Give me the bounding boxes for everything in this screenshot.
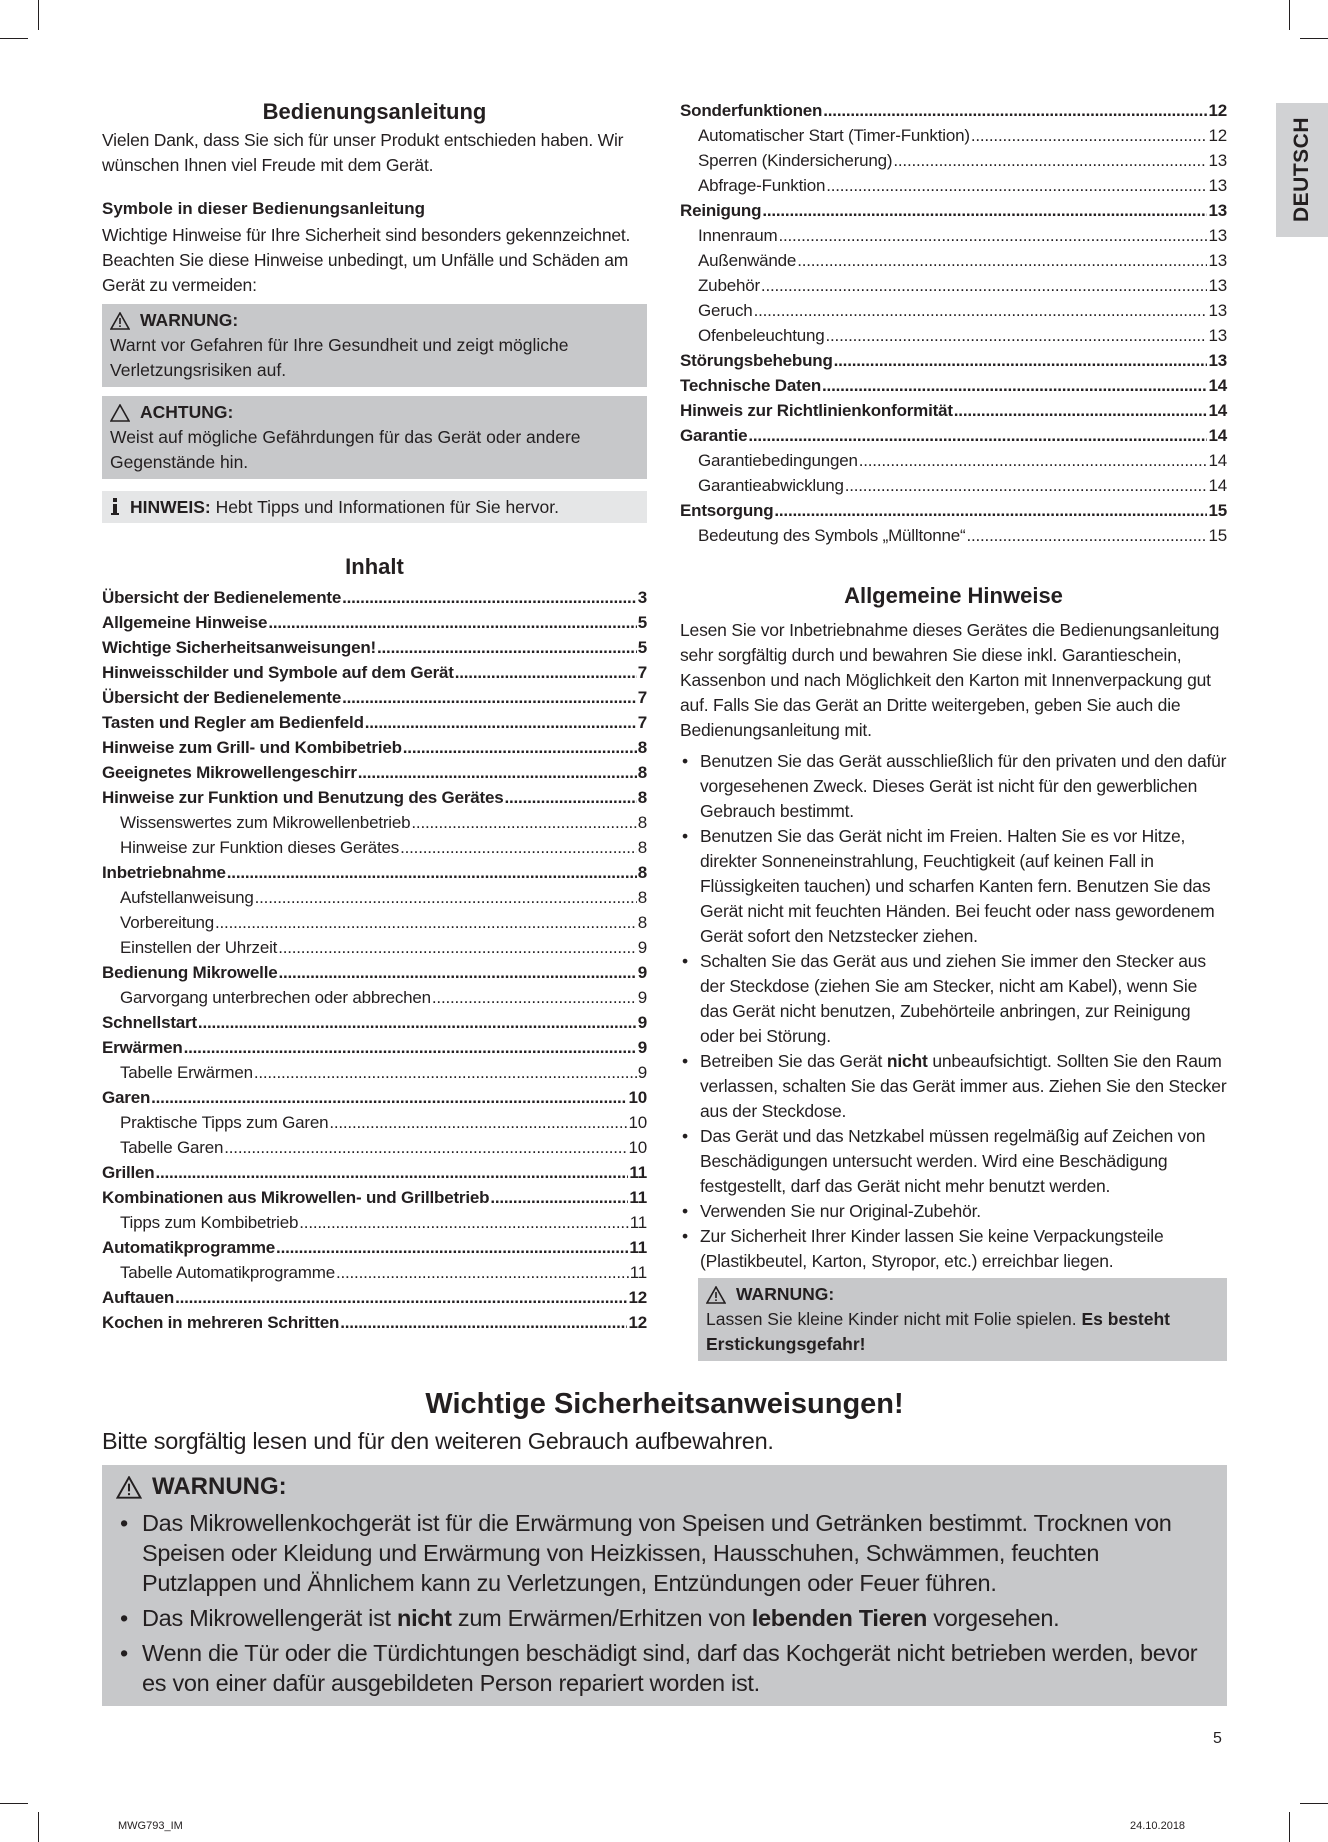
general-notes-list (680, 749, 1227, 1274)
toc-entry-label: Erwärmen (102, 1038, 183, 1057)
toc-leader-dots (411, 810, 636, 835)
toc-leader-dots (490, 1185, 628, 1210)
toc-leader-dots (774, 498, 1207, 523)
list-item (680, 1124, 1227, 1199)
list-item (116, 1638, 1215, 1698)
toc-entry-page: 14 (1208, 376, 1227, 395)
toc-entry (680, 523, 1227, 548)
toc-entry (680, 248, 1227, 273)
crop-mark (1300, 1803, 1328, 1804)
toc-entry-label: Hinweise zum Grill- und Kombibetrieb (102, 738, 402, 757)
list-item-text: Benutzen Sie das Gerät nicht im Freien. Halten Sie es vor Hitze, direkter Sonneneinstrahlung, Feuchtigkeit (auf keinen Fall in Flüssigkeiten tauchen) und scharfen Kanten fern. Benutzen Sie das Gerät nicht mit feuchten Händen. Bei feucht oder nass gewordenem Gerät sofort den Netzstecker ziehen. (700, 826, 1215, 946)
list-item (680, 1199, 1227, 1224)
toc-entry (102, 1260, 647, 1285)
toc-leader-dots (342, 685, 637, 710)
toc-entry-page: 3 (637, 588, 647, 607)
toc-entry (102, 760, 647, 785)
toc-entry-label: Übersicht der Bedienelemente (102, 588, 342, 607)
toc-entry-page: 9 (637, 1013, 647, 1032)
toc-leader-dots (826, 323, 1208, 348)
toc-entry-page: 10 (628, 1138, 647, 1157)
toc-leader-dots (255, 885, 637, 910)
toc-entry-page: 15 (1208, 526, 1227, 545)
list-item-text: vorgesehen. (927, 1605, 1060, 1631)
language-tab (1276, 103, 1328, 237)
toc-entry-label: Grillen (102, 1163, 155, 1182)
toc-entry-label: Garantie (680, 426, 748, 445)
list-item (116, 1603, 1215, 1633)
crop-mark (38, 1812, 39, 1842)
toc-entry (680, 273, 1227, 298)
caution-triangle-icon (110, 404, 130, 422)
crop-mark (0, 1803, 28, 1804)
list-item-text: Das Mikrowellengerät ist (142, 1605, 398, 1631)
toc-leader-dots (365, 710, 637, 735)
toc-entry-label: Ofenbeleuchtung (698, 326, 825, 345)
toc-entry (102, 935, 647, 960)
toc-entry-label: Tipps zum Kombibetrieb (120, 1213, 299, 1232)
toc-leader-dots (826, 173, 1207, 198)
list-item-text: Schalten Sie das Gerät aus und ziehen Sie immer den Stecker aus der Steckdose (ziehen Sie am Stecker, nicht am Kabel), wenn Sie das Gerät nicht benutzen, Zubehörteile anbringen, zur Reinigung oder bei Störung. (700, 951, 1206, 1046)
toc-entry (102, 1185, 647, 1210)
manual-title: Bedienungsanleitung (262, 99, 487, 124)
toc-leader-dots (762, 198, 1207, 223)
toc-leader-dots (754, 298, 1208, 323)
toc-entry-label: Tabelle Erwärmen (120, 1063, 253, 1082)
toc-entry-page: 13 (1208, 226, 1227, 245)
toc-entry-label: Reinigung (680, 201, 762, 220)
toc-leader-dots (403, 735, 637, 760)
toc-leader-dots (761, 273, 1208, 298)
toc-entry-label: Tabelle Automatikprogramme (120, 1263, 335, 1282)
toc-entry (102, 610, 647, 635)
toc-leader-dots (748, 423, 1207, 448)
toc-leader-dots (797, 248, 1207, 273)
safety-subtitle: Bitte sorgfältig lesen und für den weiteren Gebrauch aufbewahren. (102, 1428, 774, 1454)
list-item-text: unbeaufsichtigt. Sollten Sie den Raum verlassen, schalten Sie das Gerät immer aus. Ziehen Sie den Stecker aus der Steckdose. (700, 1051, 1227, 1121)
toc-entry-label: Übersicht der Bedienelemente (102, 688, 342, 707)
toc-entry (102, 1085, 647, 1110)
toc-entry (680, 398, 1227, 423)
toc-entry-label: Geruch (698, 301, 753, 320)
toc-entry (102, 685, 647, 710)
right-column (680, 98, 1227, 1361)
toc-entry-label: Vorbereitung (120, 913, 215, 932)
toc-list-left (102, 585, 647, 1335)
toc-entry-page: 8 (637, 788, 647, 807)
toc-entry (102, 1110, 647, 1135)
language-tab-label: DEUTSCH (1290, 117, 1313, 223)
toc-entry (102, 710, 647, 735)
toc-entry (102, 1235, 647, 1260)
crop-mark (0, 38, 28, 39)
caution-text: Weist auf mögliche Gefährdungen für das Gerät oder andere Gegenstände hin. (110, 427, 581, 472)
toc-entry-page: 12 (628, 1313, 647, 1332)
toc-entry-label: Geeignetes Mikrowellengeschirr (102, 763, 357, 782)
toc-entry-label: Wichtige Sicherheitsanweisungen! (102, 638, 377, 657)
toc-entry-page: 5 (637, 613, 647, 632)
crop-mark (1300, 38, 1328, 39)
toc-entry-page: 13 (1208, 251, 1227, 270)
toc-entry-label: Innenraum (698, 226, 778, 245)
toc-leader-dots (340, 1310, 627, 1335)
toc-leader-dots (400, 835, 637, 860)
safety-warning-box (102, 1465, 1227, 1706)
toc-entry (102, 1310, 647, 1335)
toc-leader-dots (432, 985, 637, 1010)
toc-entry-label: Abfrage-Funktion (698, 176, 826, 195)
toc-entry-label: Hinweise zur Funktion und Benutzung des Gerätes (102, 788, 504, 807)
toc-entry-label: Sperren (Kindersicherung) (698, 151, 893, 170)
crop-mark (1289, 1812, 1290, 1842)
hint-text: Hebt Tipps und Informationen für Sie hervor. (210, 497, 559, 517)
toc-entry-label: Hinweisschilder und Symbole auf dem Gerät (102, 663, 454, 682)
toc-entry-page: 7 (637, 713, 647, 732)
crop-mark (38, 0, 39, 30)
caution-box (102, 396, 647, 479)
toc-entry (102, 810, 647, 835)
toc-leader-dots (823, 98, 1207, 123)
toc-entry (102, 960, 647, 985)
toc-entry-page: 12 (1208, 101, 1227, 120)
list-item (680, 1049, 1227, 1124)
toc-entry (102, 1160, 647, 1185)
toc-leader-dots (215, 910, 637, 935)
toc-entry-page: 8 (637, 813, 647, 832)
toc-entry-label: Zubehör (698, 276, 760, 295)
toc-entry (102, 1060, 647, 1085)
toc-entry (102, 635, 647, 660)
toc-entry (680, 448, 1227, 473)
toc-entry-label: Automatikprogramme (102, 1238, 276, 1257)
toc-entry-page: 9 (637, 988, 647, 1007)
toc-entry (680, 498, 1227, 523)
toc-entry-page: 10 (628, 1088, 647, 1107)
toc-entry-page: 9 (637, 963, 647, 982)
toc-entry-page: 13 (1208, 176, 1227, 195)
list-item (680, 749, 1227, 824)
toc-leader-dots (954, 398, 1208, 423)
toc-entry-label: Garantieabwicklung (698, 476, 844, 495)
toc-entry-page: 8 (637, 863, 647, 882)
symbols-heading: Symbole in dieser Bedienungsanleitung (102, 199, 426, 218)
toc-entry-page: 14 (1208, 476, 1227, 495)
toc-leader-dots (845, 473, 1208, 498)
toc-entry (102, 785, 647, 810)
list-item-text: Benutzen Sie das Gerät ausschließlich für den privaten und den dafür vorgesehenen Zweck. Dieses Gerät ist nicht für den gewerblichen Gebrauch bestimmt. (700, 751, 1227, 821)
toc-entry-label: Auftauen (102, 1288, 175, 1307)
toc-leader-dots (893, 148, 1207, 173)
list-item-text: Zur Sicherheit Ihrer Kinder lassen Sie keine Verpackungsteile (Plastikbeutel, Karton, Styropor, etc.) erreichbar liegen. (700, 1226, 1164, 1271)
toc-leader-dots (966, 523, 1207, 548)
toc-leader-dots (224, 1135, 627, 1160)
toc-leader-dots (834, 348, 1208, 373)
toc-entry (680, 223, 1227, 248)
toc-leader-dots (336, 1260, 629, 1285)
toc-entry-label: Störungsbehebung (680, 351, 833, 370)
footer-date: 24.10.2018 (1130, 1820, 1186, 1832)
list-item (680, 949, 1227, 1049)
safety-title: Wichtige Sicherheitsanweisungen! (425, 1388, 904, 1420)
list-item (680, 824, 1227, 949)
toc-entry-label: Sonderfunktionen (680, 101, 823, 120)
toc-entry-page: 11 (629, 1238, 647, 1257)
toc-entry-label: Bedeutung des Symbols „Mülltonne“ (698, 526, 966, 545)
toc-title: Inhalt (345, 554, 404, 579)
toc-entry-page: 14 (1208, 401, 1227, 420)
page-number: 5 (1213, 1730, 1222, 1747)
toc-entry-label: Allgemeine Hinweise (102, 613, 268, 632)
toc-leader-dots (299, 1210, 628, 1235)
toc-leader-dots (859, 448, 1208, 473)
toc-leader-dots (329, 1110, 627, 1135)
toc-entry (102, 885, 647, 910)
toc-entry-label: Garvorgang unterbrechen oder abbrechen (120, 988, 431, 1007)
safety-section (102, 1386, 1227, 1706)
toc-entry (680, 473, 1227, 498)
hint-label-text: HINWEIS: (130, 497, 211, 517)
toc-leader-dots (184, 1035, 637, 1060)
toc-entry-page: 11 (629, 1163, 647, 1182)
toc-entry-page: 5 (637, 638, 647, 657)
toc-entry-page: 8 (637, 888, 647, 907)
warning-title: WARNUNG: (140, 310, 239, 330)
emphasis-text: nicht (886, 1051, 928, 1071)
toc-entry-page: 7 (637, 688, 647, 707)
toc-leader-dots (175, 1285, 627, 1310)
info-icon (110, 498, 120, 516)
toc-entry-page: 14 (1208, 426, 1227, 445)
toc-entry-page: 7 (637, 663, 647, 682)
toc-leader-dots (268, 610, 636, 635)
toc-entry-label: Schnellstart (102, 1013, 197, 1032)
toc-leader-dots (151, 1085, 627, 1110)
toc-leader-dots (342, 585, 637, 610)
toc-entry-label: Aufstellanweisung (120, 888, 254, 907)
toc-entry-label: Technische Daten (680, 376, 822, 395)
toc-list-right (680, 98, 1227, 548)
toc-entry (102, 1035, 647, 1060)
toc-entry-page: 8 (637, 913, 647, 932)
toc-leader-dots (198, 1010, 637, 1035)
toc-entry-page: 8 (637, 738, 647, 757)
hint-box (102, 491, 647, 523)
toc-entry-page: 9 (637, 938, 647, 957)
toc-leader-dots (822, 373, 1207, 398)
child-warning-box (698, 1278, 1227, 1361)
list-item-text: zum Erwärmen/Erhitzen von (451, 1605, 752, 1631)
list-item (116, 1508, 1215, 1598)
toc-leader-dots (504, 785, 636, 810)
toc-entry (680, 123, 1227, 148)
toc-entry (680, 198, 1227, 223)
warning-box (102, 304, 647, 387)
toc-entry (680, 148, 1227, 173)
toc-entry (102, 585, 647, 610)
toc-entry-page: 13 (1208, 301, 1227, 320)
toc-leader-dots (971, 123, 1208, 148)
toc-entry (102, 735, 647, 760)
toc-entry-page: 9 (637, 1063, 647, 1082)
toc-entry (102, 1135, 647, 1160)
toc-leader-dots (778, 223, 1207, 248)
general-notes-title: Allgemeine Hinweise (844, 583, 1063, 608)
toc-entry (680, 323, 1227, 348)
symbols-text: Wichtige Hinweise für Ihre Sicherheit sind besonders gekennzeichnet. Beachten Sie diese Hinweise unbedingt, um Unfälle und Schäden am Gerät zu vermeiden: (102, 225, 631, 295)
toc-entry (102, 660, 647, 685)
safety-warning-title: WARNUNG: (152, 1473, 287, 1500)
toc-leader-dots (254, 1060, 637, 1085)
toc-entry (102, 1210, 647, 1235)
toc-entry-page: 13 (1208, 201, 1227, 220)
caution-title: ACHTUNG: (140, 402, 234, 422)
toc-entry-label: Einstellen der Uhrzeit (120, 938, 278, 957)
crop-mark (1289, 0, 1290, 30)
intro-text: Vielen Dank, dass Sie sich für unser Produkt entschieden haben. Wir wünschen Ihnen viel Freude mit dem Gerät. (102, 130, 624, 175)
toc-leader-dots (455, 660, 637, 685)
toc-entry-page: 11 (629, 1188, 647, 1207)
list-item-text: Das Mikrowellenkochgerät ist für die Erwärmung von Speisen und Getränken bestimmt. Trocknen von Speisen oder Kleidung und Erwärmung von Heizkissen, Hausschuhen, Schwämmen, feuchten Putzlappen und Ähnlichem kann zu Verletzungen, Entzündungen oder Feuer führen. (142, 1510, 1172, 1596)
toc-entry-label: Automatischer Start (Timer-Funktion) (698, 126, 970, 145)
list-item-text: Betreiben Sie das Gerät (700, 1051, 887, 1071)
toc-entry-label: Hinweis zur Richtlinienkonformität (680, 401, 953, 420)
toc-entry-page: 13 (1208, 276, 1227, 295)
toc-entry-page: 11 (629, 1263, 647, 1282)
toc-entry (102, 910, 647, 935)
toc-entry-page: 8 (637, 763, 647, 782)
toc-entry (680, 173, 1227, 198)
toc-entry-page: 12 (628, 1288, 647, 1307)
toc-entry (102, 1285, 647, 1310)
list-item-text: Wenn die Tür oder die Türdichtungen beschädigt sind, darf das Kochgerät nicht betrieben werden, bevor es von einer dafür ausgebildeten Person repariert worden ist. (142, 1640, 1198, 1696)
emphasis-text: nicht (397, 1605, 452, 1631)
toc-entry (680, 298, 1227, 323)
toc-entry-label: Garantiebedingungen (698, 451, 858, 470)
warning-triangle-icon (116, 1476, 142, 1499)
list-item-text: Verwenden Sie nur Original-Zubehör. (700, 1201, 981, 1221)
toc-entry (680, 423, 1227, 448)
warning-triangle-icon (110, 312, 130, 330)
toc-entry-label: Außenwände (698, 251, 797, 270)
emphasis-text: lebenden Tieren (751, 1605, 928, 1631)
toc-leader-dots (276, 1235, 628, 1260)
list-item (680, 1224, 1227, 1274)
toc-leader-dots (358, 760, 637, 785)
toc-entry-label: Tabelle Garen (120, 1138, 224, 1157)
toc-entry-page: 10 (628, 1113, 647, 1132)
child-warning-title: WARNUNG: (736, 1284, 835, 1304)
child-warning-text: Lassen Sie kleine Kinder nicht mit Folie spielen. (706, 1309, 1082, 1329)
toc-entry-label: Praktische Tipps zum Garen (120, 1113, 329, 1132)
warning-text: Warnt vor Gefahren für Ihre Gesundheit und zeigt mögliche Verletzungsrisiken auf. (110, 335, 569, 380)
toc-entry-page: 9 (637, 1038, 647, 1057)
toc-entry-page: 12 (1208, 126, 1227, 145)
toc-entry-label: Inbetriebnahme (102, 863, 226, 882)
toc-entry-label: Tasten und Regler am Bedienfeld (102, 713, 364, 732)
toc-entry-label: Wissenswertes zum Mikrowellenbetrieb (120, 813, 411, 832)
toc-entry-page: 13 (1208, 151, 1227, 170)
toc-entry-label: Garen (102, 1088, 151, 1107)
safety-warning-list (116, 1508, 1215, 1698)
toc-leader-dots (278, 960, 636, 985)
toc-entry-label: Kochen in mehreren Schritten (102, 1313, 340, 1332)
toc-entry-label: Entsorgung (680, 501, 774, 520)
toc-entry-page: 14 (1208, 451, 1227, 470)
toc-leader-dots (227, 860, 637, 885)
toc-entry-label: Bedienung Mikrowelle (102, 963, 278, 982)
general-notes-intro: Lesen Sie vor Inbetriebnahme dieses Gerätes die Bedienungsanleitung sehr sorgfältig durch und bewahren Sie diese inkl. Garantieschein, Kassenbon und nach Möglichkeit den Karton mit Innenverpackung gut auf. Falls Sie das Gerät an Dritte weitergeben, geben Sie auch die Bedienungsanleitung mit. (680, 620, 1220, 740)
warning-triangle-icon (706, 1286, 726, 1304)
toc-entry-page: 11 (629, 1213, 647, 1232)
toc-entry (102, 985, 647, 1010)
toc-entry (102, 835, 647, 860)
toc-entry (102, 860, 647, 885)
toc-entry (680, 98, 1227, 123)
toc-entry-page: 13 (1208, 326, 1227, 345)
toc-entry-label: Kombinationen aus Mikrowellen- und Grillbetrieb (102, 1188, 490, 1207)
toc-entry (680, 373, 1227, 398)
toc-entry-page: 13 (1208, 351, 1227, 370)
toc-leader-dots (155, 1160, 628, 1185)
toc-leader-dots (278, 935, 637, 960)
child-warning-emphasis: Es besteht Erstickungsgefahr! (706, 1309, 1170, 1354)
toc-leader-dots (377, 635, 637, 660)
left-column (102, 98, 647, 1335)
toc-entry-page: 8 (637, 838, 647, 857)
toc-entry (102, 1010, 647, 1035)
toc-entry (680, 348, 1227, 373)
toc-entry-label: Hinweise zur Funktion dieses Gerätes (120, 838, 400, 857)
list-item-text: Das Gerät und das Netzkabel müssen regelmäßig auf Zeichen von Beschädigungen untersucht werden. Wird eine Beschädigung festgestellt, darf das Gerät nicht mehr benutzt werden. (700, 1126, 1206, 1196)
footer-doc-id: MWG793_IM (118, 1820, 183, 1832)
toc-entry-page: 15 (1208, 501, 1227, 520)
